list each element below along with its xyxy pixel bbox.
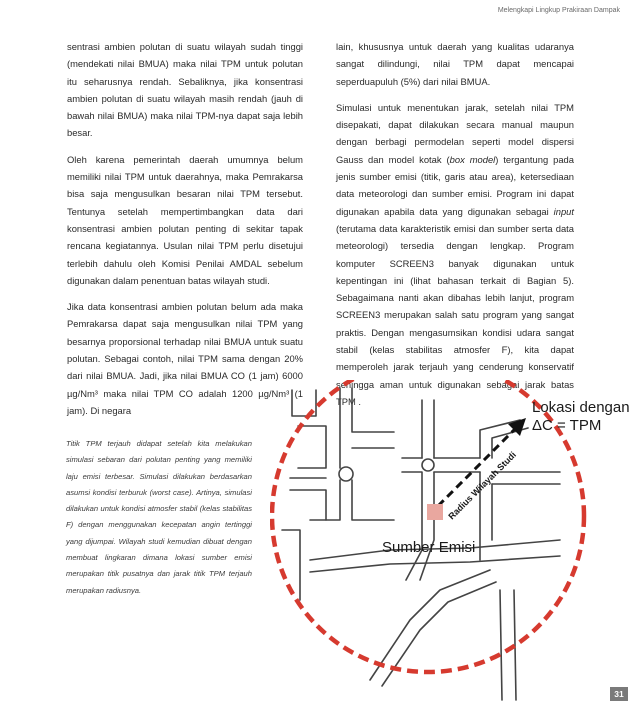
road-line: [370, 570, 490, 680]
right-paragraph-1: lain, khususnya untuk daerah yang kualitas udaranya sangat dilindungi, nilai TPM dapat mencapai seperduapuluh (5%) dari nilai BMUA.: [336, 41, 574, 87]
emission-source-label: Sumber Emisi: [382, 539, 476, 556]
road-line: [352, 480, 394, 520]
emission-source-marker: [427, 504, 443, 520]
left-column: [67, 38, 303, 428]
left-paragraph-2: Oleh karena pemerintah daerah umumnya belum memiliki nilai TPM untuk daerahnya, maka Pemrakarsa bisa saja mengusulkan besaran nilai TPM tersebut. Tentunya setelah mempertimbangkan data dari konsentrasi ambien polutan penting di sekitar tapak rencana kegiatannya. Usulan nilai TPM perlu disetujui terlebih dahulu oleh Komisi Penilai AMDAL sebelum digunakan dalam penentuan batas wilayah studi.: [67, 153, 303, 286]
left-paragraph-3: Jika data konsentrasi ambien polutan belum ada maka Pemrakarsa dapat saja mengusulkan nilai TPM yang besarnya proporsional terhadap nilai BMUA untuk suatu polutan. Sebagai contoh, nilai TPM sama dengan 20% dari nilai BMUA. Jadi, jika nilai BMUA CO (1 jam) 6000 µg/Nm³ maka nilai TPM CO adalah 1200 µg/Nm³ (1 jam). Di negara: [67, 301, 303, 416]
road-line: [514, 590, 516, 700]
road-line: [500, 590, 502, 700]
right-paragraph-2-part-b: ) tergantung pada jenis sumber emisi (titik, garis atau area), ketersediaan data meteorologi dan sumber emisi. Program ini dapat digunakan apabila data yang digunakan sebagai: [336, 153, 574, 217]
page-number: 31: [610, 687, 628, 701]
location-label-line-1: Lokasi dengan: [532, 399, 630, 416]
running-header: Melengkapi Lingkup Prakiraan Dampak: [497, 7, 620, 14]
location-label-line-2: ΔC = TPM: [532, 417, 602, 434]
right-paragraph-2-part-a: Simulasi untuk menentukan jarak, setelah nilai TPM disepakati, dapat dilakukan secara manual maupun dengan berbagi permodelan seperti model dispersi Gauss dan model kotak (: [336, 101, 574, 165]
road-line: [352, 388, 394, 432]
right-column: [336, 38, 574, 419]
road-line: [310, 480, 340, 520]
right-paragraph-2-part-c: (terutama data karakteristik emisi dan sumber serta data meteorologi) tersedia dengan lengkap. Program komputer SCREEN3 banyak digunakan untuk kepentingan ini (lihat bahasan terkait di Bagian 5). Sebagaimana nanti akan dibahas lebih lanjut, program SCREEN3 merupakan salah satu program yang sangat praktis. Dengan mengasumsikan kondisi udara sangat stabil (kelas stabilitas atmosfer F), kita dapat memperoleh jarak terjauh yang cenderung konservatif sehingga aman untuk digunakan sebagai jarak batas TPM .: [336, 222, 574, 407]
left-paragraph-1: sentrasi ambien polutan di suatu wilayah sudah tinggi (mendekati nilai BMUA) maka nilai TPM untuk polutan itu seharusnya rendah. Sebaliknya, jika konsentrasi ambien polutan di suatu wilayah masih rendah (jauh di bawah nilai BMUA) maka nilai TPM-nya dapat saja lebih besar.: [67, 41, 303, 139]
side-note: Titik TPM terjauh didapat setelah kita melakukan simulasi sebaran dari polutan penting yang memiliki laju emisi terbesar. Simulasi dilakukan berdasarkan asumsi kondisi terburuk (worst case). Artinya, simulasi dilakukan untuk kondisi atmosfer stabil (kelas stabilitas F) dengan menggunakan kecepatan angin tertinggi yang dijumpai. Wilayah studi kemudian dibuat dengan membuat lingkaran dimana lokasi sumber emisi merupakan titik pusatnya dan jarak titik TPM terjauh merupakan radiusnya.: [66, 439, 252, 595]
road-line: [298, 426, 326, 468]
roundabout: [422, 459, 434, 471]
input-term: input: [553, 205, 574, 217]
study-area-diagram: [270, 380, 638, 711]
road-line: [310, 556, 560, 572]
roundabout: [339, 467, 353, 481]
radius-label: Radius Wilayah Studi: [446, 449, 519, 522]
road-line: [290, 490, 326, 520]
box-model-term: box model: [449, 153, 496, 165]
right-paragraph-2: [336, 99, 574, 410]
